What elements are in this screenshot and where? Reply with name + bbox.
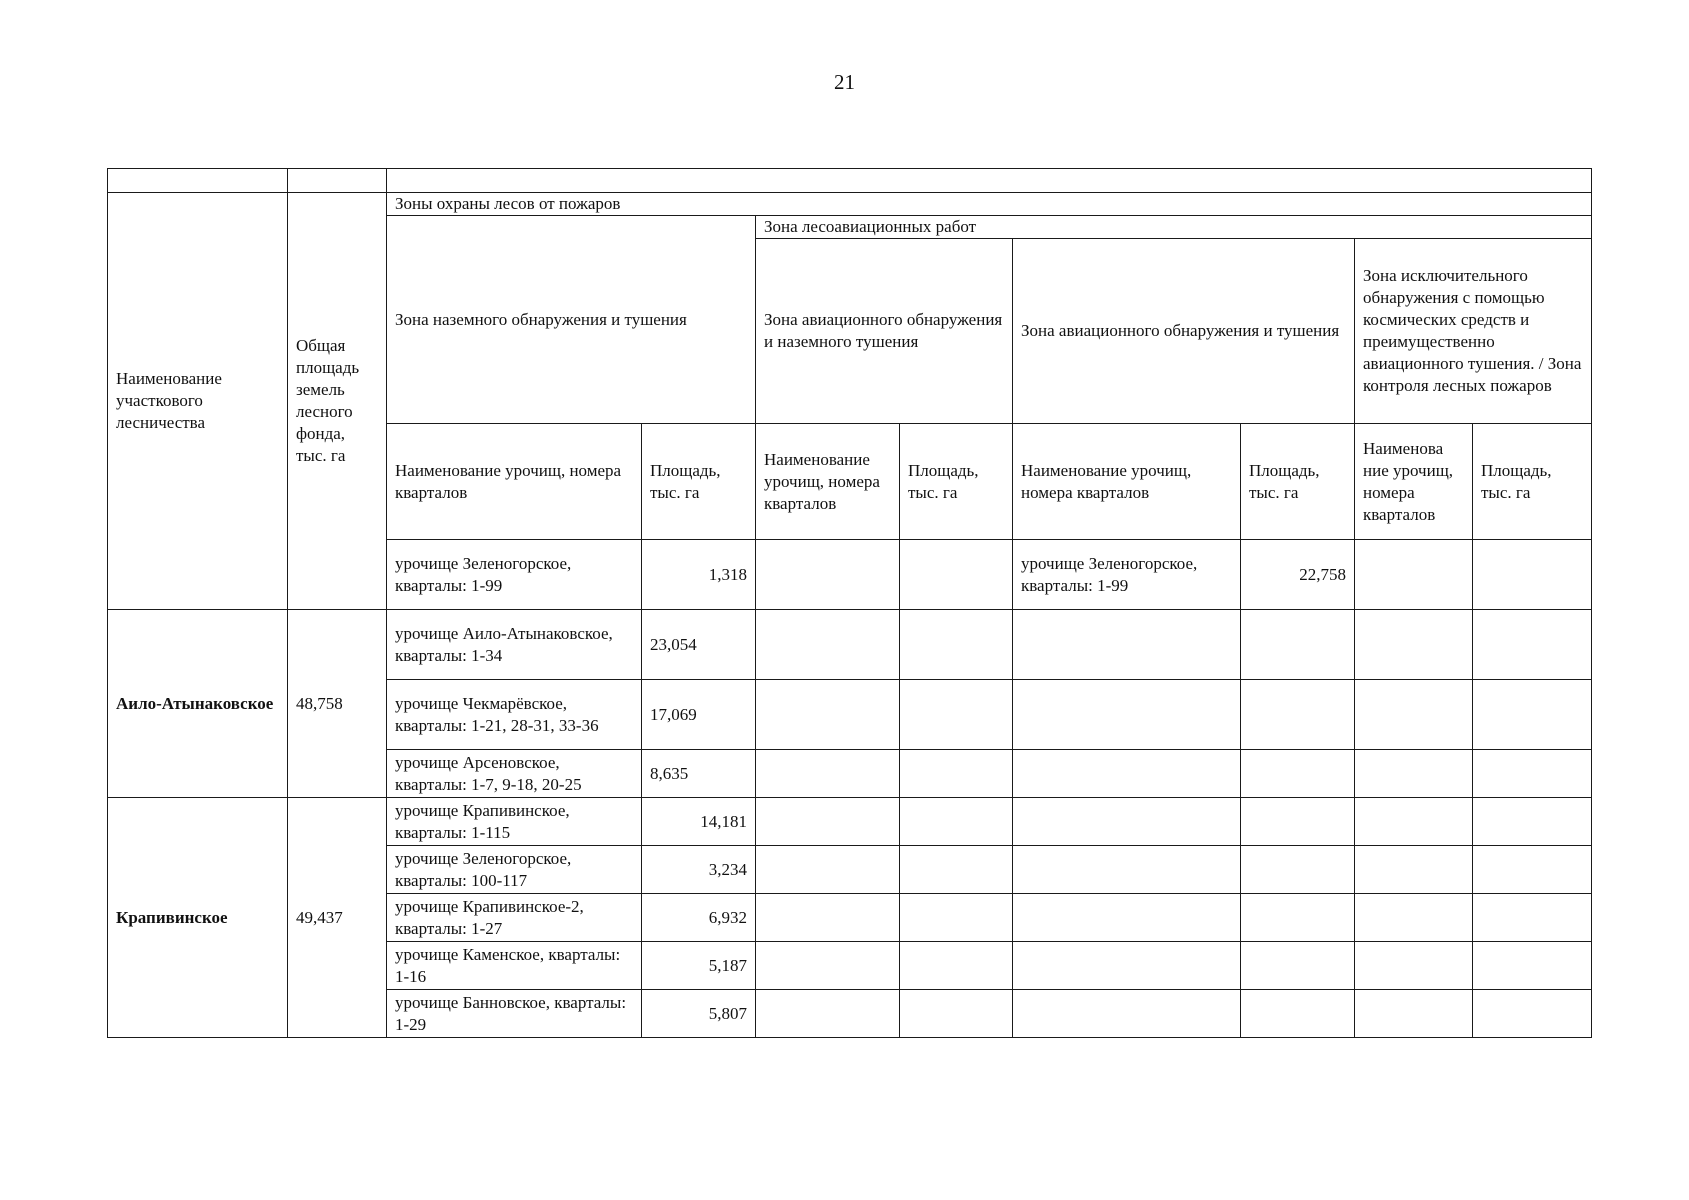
empty-cell: [900, 894, 1013, 942]
tract-name: урочище Зеленогорское, кварталы: 100-117: [387, 846, 642, 894]
blank-cell: [288, 169, 387, 193]
empty-cell: [1241, 798, 1355, 846]
empty-cell: [1241, 846, 1355, 894]
empty-cell: [756, 846, 900, 894]
empty-cell: [756, 798, 900, 846]
empty-cell: [900, 846, 1013, 894]
empty-cell: [1241, 990, 1355, 1038]
empty-cell: [756, 610, 900, 680]
air-name-cell: урочище Зеленогорское, кварталы: 1-99: [1013, 540, 1241, 610]
table-row: [108, 610, 1592, 680]
empty-cell: [1013, 942, 1241, 990]
blank-top-row: [108, 169, 1592, 193]
tract-area: 14,181: [642, 798, 756, 846]
page-number: 21: [834, 70, 855, 94]
forestry-total: 48,758: [288, 610, 387, 798]
header-space-zone: Зона исключительного обнаружения с помощью космических средств и преимущественно авиационного тушения. / Зона контроля лесных пожаров: [1355, 239, 1592, 424]
empty-cell: [1473, 610, 1592, 680]
empty-cell: [756, 540, 900, 610]
empty-cell: [900, 990, 1013, 1038]
empty-cell: [1241, 680, 1355, 750]
empty-cell: [1473, 990, 1592, 1038]
tract-name: урочище Каменское, кварталы: 1-16: [387, 942, 642, 990]
forestry-total: 49,437: [288, 798, 387, 1038]
subheader-name-2: Наименование урочищ, номера кварталов: [756, 424, 900, 540]
subheader-area-4: Площадь, тыс. га: [1473, 424, 1592, 540]
empty-cell: [1473, 846, 1592, 894]
subheader-area-1: Площадь, тыс. га: [642, 424, 756, 540]
subheader-name-1: Наименование урочищ, номера кварталов: [387, 424, 642, 540]
tract-name: урочище Арсеновское, кварталы: 1-7, 9-18, 20-25: [387, 750, 642, 798]
empty-cell: [1013, 846, 1241, 894]
tract-area: 5,807: [642, 990, 756, 1038]
tract-name: урочище Чекмарёвское, кварталы: 1-21, 28-31, 33-36: [387, 680, 642, 750]
forestry-name: Аило-Атынаковское: [108, 610, 288, 798]
empty-cell: [900, 942, 1013, 990]
empty-cell: [900, 750, 1013, 798]
header-air-detect-air-ext: Зона авиационного обнаружения и тушения: [1013, 239, 1355, 424]
header-forestry: Наименование участкового лесничества: [108, 193, 288, 610]
air-area-cell: 22,758: [1241, 540, 1355, 610]
table-row: [108, 798, 1592, 846]
empty-cell: [1241, 610, 1355, 680]
tract-area: 8,635: [642, 750, 756, 798]
subheader-area-3: Площадь, тыс. га: [1241, 424, 1355, 540]
empty-cell: [1355, 610, 1473, 680]
empty-cell: [756, 894, 900, 942]
empty-cell: [1355, 942, 1473, 990]
empty-cell: [756, 680, 900, 750]
fire-zones-table: [107, 168, 1592, 1038]
subheader-area-2: Площадь, тыс. га: [900, 424, 1013, 540]
empty-cell: [1473, 798, 1592, 846]
empty-cell: [900, 540, 1013, 610]
ground-name-cell: урочище Зеленогорское, кварталы: 1-99: [387, 540, 642, 610]
tract-name: урочище Крапивинское-2, кварталы: 1-27: [387, 894, 642, 942]
empty-cell: [756, 942, 900, 990]
header-air-zone: Зона лесоавиационных работ: [756, 216, 1592, 239]
empty-cell: [1355, 990, 1473, 1038]
empty-cell: [1013, 990, 1241, 1038]
ground-area-cell: 1,318: [642, 540, 756, 610]
empty-cell: [1355, 750, 1473, 798]
empty-cell: [1013, 798, 1241, 846]
tract-name: урочище Аило-Атынаковское, кварталы: 1-34: [387, 610, 642, 680]
header-air-detect-ground-ext: Зона авиационного обнаружения и наземного тушения: [756, 239, 1013, 424]
header-ground-zone: Зона наземного обнаружения и тушения: [387, 216, 756, 424]
empty-cell: [900, 680, 1013, 750]
tract-area: 23,054: [642, 610, 756, 680]
subheader-name-4: Наименова ние урочищ, номера кварталов: [1355, 424, 1473, 540]
empty-cell: [1473, 894, 1592, 942]
empty-cell: [1013, 750, 1241, 798]
subheader-name-3: Наименование урочищ, номера кварталов: [1013, 424, 1241, 540]
empty-cell: [1355, 680, 1473, 750]
header-zones-title: Зоны охраны лесов от пожаров: [387, 193, 1592, 216]
empty-cell: [1355, 846, 1473, 894]
blank-cell: [108, 169, 288, 193]
empty-cell: [756, 750, 900, 798]
tract-name: урочище Банновское, кварталы: 1-29: [387, 990, 642, 1038]
empty-cell: [1241, 750, 1355, 798]
header-total-area: Общая площадь земель лесного фонда, тыс. га: [288, 193, 387, 610]
empty-cell: [1355, 894, 1473, 942]
tract-area: 3,234: [642, 846, 756, 894]
tract-area: 5,187: [642, 942, 756, 990]
empty-cell: [1241, 894, 1355, 942]
empty-cell: [1473, 942, 1592, 990]
tract-area: 17,069: [642, 680, 756, 750]
empty-cell: [1473, 750, 1592, 798]
tract-name: урочище Крапивинское, кварталы: 1-115: [387, 798, 642, 846]
empty-cell: [1355, 798, 1473, 846]
empty-cell: [1355, 540, 1473, 610]
empty-cell: [1241, 942, 1355, 990]
empty-cell: [1473, 680, 1592, 750]
empty-cell: [756, 990, 900, 1038]
empty-cell: [900, 798, 1013, 846]
empty-cell: [1013, 610, 1241, 680]
forestry-name: Крапивинское: [108, 798, 288, 1038]
empty-cell: [1013, 680, 1241, 750]
empty-cell: [1473, 540, 1592, 610]
empty-cell: [1013, 894, 1241, 942]
blank-cell: [387, 169, 1592, 193]
tract-area: 6,932: [642, 894, 756, 942]
empty-cell: [900, 610, 1013, 680]
